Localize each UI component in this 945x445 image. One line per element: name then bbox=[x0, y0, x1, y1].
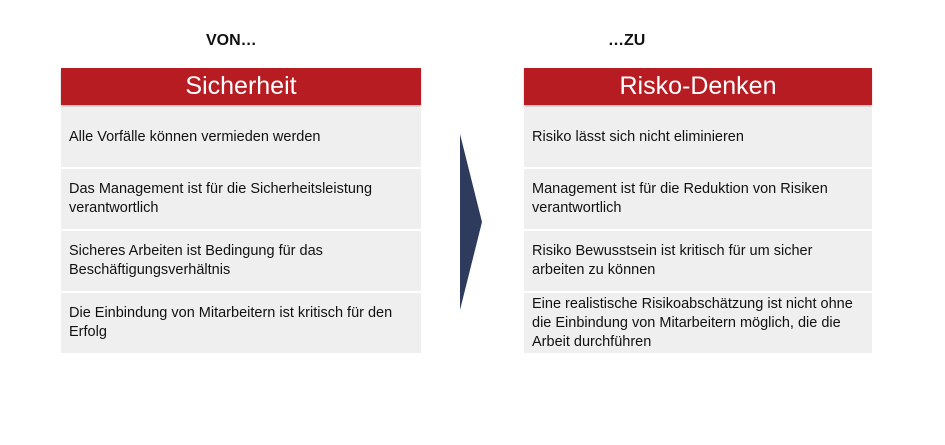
from-item-text: Sicheres Arbeiten ist Bedingung für das Beschäftigungsverhältnis bbox=[69, 243, 323, 278]
to-list bbox=[524, 107, 872, 353]
from-list-item bbox=[61, 107, 421, 167]
from-list-item bbox=[61, 231, 421, 291]
chevron-right-icon bbox=[460, 134, 482, 310]
from-column-title: Sicherheit bbox=[61, 68, 421, 105]
to-column bbox=[524, 68, 872, 355]
to-item-text: Risiko Bewusstsein ist kritisch für um sicher arbeiten zu können bbox=[532, 243, 813, 278]
from-list-item bbox=[61, 169, 421, 229]
to-list-item bbox=[524, 107, 872, 167]
to-list-item bbox=[524, 293, 872, 353]
to-column-title: Risko-Denken bbox=[524, 68, 872, 105]
to-item-text: Risiko lässt sich nicht eliminieren bbox=[532, 128, 744, 145]
to-heading: …ZU bbox=[608, 32, 646, 49]
to-list-item bbox=[524, 169, 872, 229]
from-heading: VON… bbox=[206, 32, 257, 49]
to-item-text: Management ist für die Reduktion von Risiken verantwortlich bbox=[532, 181, 828, 216]
to-list-item bbox=[524, 231, 872, 291]
from-item-text: Die Einbindung von Mitarbeitern ist kritisch für den Erfolg bbox=[69, 305, 393, 340]
from-item-text: Das Management ist für die Sicherheitsleistung verantwortlich bbox=[69, 181, 373, 216]
to-item-text: Eine realistische Risikoabschätzung ist nicht ohne die Einbindung von Mitarbeitern möglich, die die Arbeit durchführen bbox=[532, 295, 853, 350]
from-column bbox=[61, 68, 421, 355]
from-item-text: Alle Vorfälle können vermieden werden bbox=[69, 128, 321, 145]
from-list-item bbox=[61, 293, 421, 353]
from-list bbox=[61, 107, 421, 353]
